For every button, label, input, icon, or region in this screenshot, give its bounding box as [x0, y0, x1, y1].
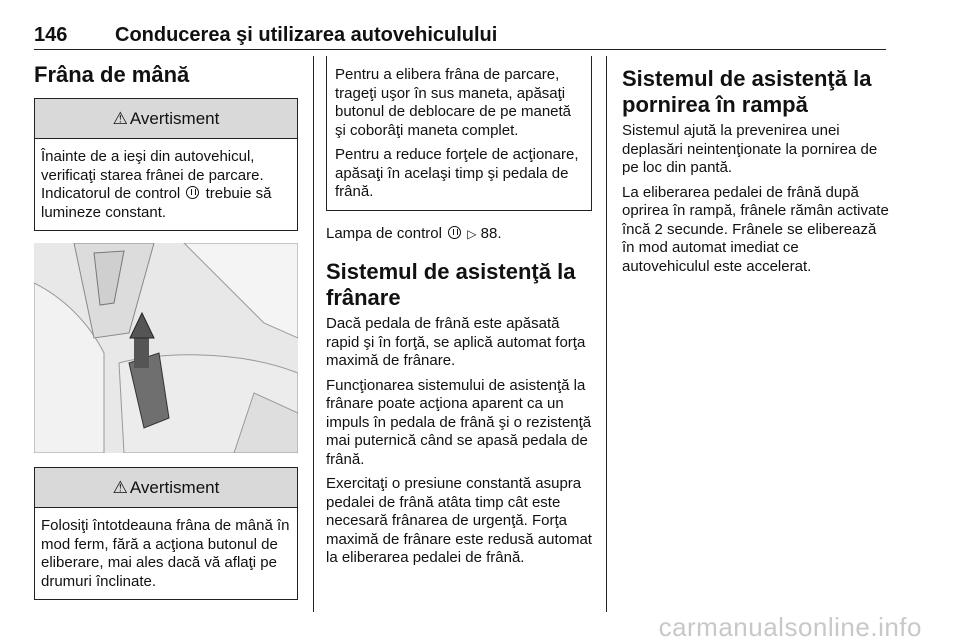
brake-lamp-icon	[448, 226, 461, 239]
warning-icon: ⚠	[112, 477, 128, 497]
column-divider-1	[313, 56, 314, 612]
paragraph: Dacă pedala de frână este apăsată rapid şi în forţă, se aplică automat forţa maximă de frânare.	[326, 315, 586, 369]
page-number: 146	[34, 24, 68, 46]
warning-icon: ⚠	[112, 108, 128, 128]
handbrake-illustration-drawing	[34, 243, 298, 453]
lamp-reference-page: 88.	[480, 224, 502, 242]
column-divider-2	[606, 56, 607, 612]
handbrake-illustration	[34, 243, 298, 453]
brake-lamp-icon	[186, 186, 199, 199]
lamp-reference	[326, 225, 592, 244]
warning-box-2	[34, 467, 298, 600]
reduce-force-instructions: Pentru a reduce forţele de acţionare, apăsaţi în acelaşi timp şi pedala de frână.	[335, 146, 579, 200]
page-reference-icon: ▷	[467, 226, 477, 241]
paragraph: La eliberarea pedalei de frână după oprirea în rampă, frânele rămân activate încă 2 secunde. Frânele se eliberează în mod automat imediat ce autovehiculul este accelerat.	[622, 183, 889, 275]
hill-start-body	[622, 122, 890, 276]
paragraph: Funcţionarea sistemului de asistenţă la frânare poate acţiona aparent ca un impuls în pedala de frână şi o rezistenţă mai puternică când se apasă pedala de frână.	[326, 376, 592, 468]
lamp-reference-text: Lampa de control	[326, 224, 442, 242]
column-1	[34, 54, 298, 600]
warning-header	[35, 99, 297, 139]
section-title-handbrake: Frâna de mână	[34, 62, 190, 87]
warning-text-part1: Înainte de a ieşi din autovehicul, verificaţi starea frânei de parcare. Indicatorul de control	[41, 148, 264, 202]
brake-assist-body	[326, 315, 592, 568]
release-instructions: Pentru a elibera frâna de parcare, trageţi uşor în sus maneta, apăsaţi butonul de deblocare de pe manetă şi coborâţi maneta complet.	[335, 66, 572, 139]
section-title-hill-start-assist: Sistemul de asistenţă la pornirea în rampă	[622, 66, 872, 117]
section-title-brake-assist: Sistemul de asistenţă la frânare	[326, 259, 576, 310]
column-2	[326, 56, 592, 568]
warning-header	[35, 468, 297, 508]
warning-body	[35, 139, 297, 230]
paragraph: Exercitaţi o presiune constantă asupra pedalei de frână atâta timp cât este necesară frânarea de urgenţă. Forţa maximă de frânare este redusă automat la eliberarea pedalei de frână.	[326, 475, 592, 566]
column-3	[622, 66, 890, 276]
watermark: carmanualsonline.info	[658, 612, 922, 642]
warning-text-part2: trebuie să lumineze constant.	[41, 185, 272, 221]
warning-text	[41, 148, 291, 222]
warning-label: Avertisment	[129, 108, 220, 128]
page-header	[34, 24, 886, 50]
paragraph: Sistemul ajută la prevenirea unei deplasări neintenţionate la pornirea de pe loc din pantă.	[622, 122, 878, 176]
warning-box-1	[34, 98, 298, 231]
continued-warning-box	[326, 56, 592, 211]
warning-body	[35, 508, 297, 599]
chapter-title: Conducerea şi utilizarea autovehiculului	[115, 24, 498, 46]
warning-text: Folosiţi întotdeauna frâna de mână în mod ferm, fără a acţiona butonul de eliberare, mai ales dacă vă aflaţi pe drumuri înclinate.	[41, 517, 290, 590]
warning-label: Avertisment	[129, 477, 220, 497]
